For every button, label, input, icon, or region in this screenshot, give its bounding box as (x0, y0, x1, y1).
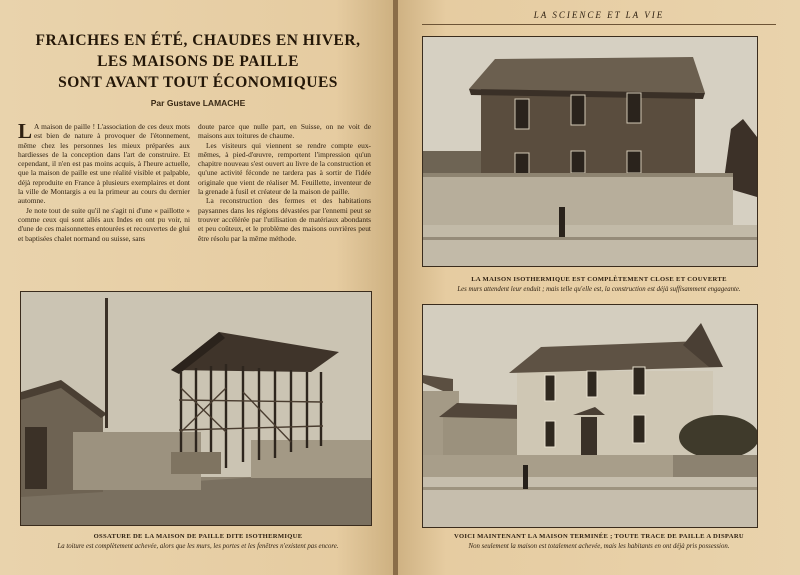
bottom-figure-caption-text: Non seulement la maison est totalement achevée, mais les habitants en ont déjà pris possession. (468, 543, 730, 550)
paragraph: L A maison de paille ! L'association de ces deux mots est bien de nature à provoquer de l'étonnement, même chez les personnes les mieux préparées aux hardiesses de la conception dans l'art de construire. Et cependant, il n'en est pas moins acquis, à l'heure actuelle, que la maison de paille est une réalité visible et palpable, déjà reproduite en France à plusieurs exemplaires et dont la ville de Montargis a eu la primeur au cours du dernier automne. (18, 119, 190, 206)
figure-caption-heading: OSSATURE DE LA MAISON DE PAILLE DITE ISOTHERMIQUE (93, 533, 303, 540)
top-figure-caption-text: Les murs attendent leur enduit ; mais telle qu'elle est, la construction est déjà suffisamment engageante. (457, 286, 741, 293)
top-figure-caption-heading: LA MAISON ISOTHERMIQUE EST COMPLÈTEMENT CLOSE ET COUVERTE (471, 276, 727, 283)
article-title (12, 30, 384, 93)
paragraph: Je note tout de suite qu'il ne s'agit ni d'une « paillotte » comme ceux qui sont allés aux Indes en ont pu voir, ni d'une de ces maisonnettes entourées et recouvertes de glui et baptisées chalet normand ou suisse, sans (18, 205, 190, 243)
title-line-2: LES MAISONS DE PAILLE (97, 53, 299, 70)
photo-house-closed (422, 36, 758, 267)
drop-cap: L (18, 119, 33, 143)
text-column-2 (198, 122, 371, 243)
paragraph: La reconstruction des fermes et des habitations paysannes dans les régions dévastées par l'ennemi peut se trouver accélérée par l'utilisation de matériaux abondants et peu coûteux, et le problème des maisons ouvrières peut être résolu par la même méthode. (198, 196, 371, 243)
bottom-figure-caption-heading: VOICI MAINTENANT LA MAISON TERMINÉE ; TOUTE TRACE DE PAILLE A DISPARU (454, 533, 744, 540)
byline: Par Gustave LAMACHE (150, 98, 246, 108)
figure-caption-text: La toiture est complètement achevée, alors que les murs, les portes et les fenêtres n'existent pas encore. (57, 543, 339, 550)
title-line-1: FRAICHES EN ÉTÉ, CHAUDES EN HIVER, (35, 32, 361, 49)
photo-house-frame (20, 291, 372, 526)
running-head-rule (422, 24, 776, 25)
title-line-3: SONT AVANT TOUT ÉCONOMIQUES (58, 74, 338, 91)
left-page (0, 0, 395, 575)
right-page (398, 0, 800, 575)
text-column-1 (18, 119, 190, 243)
paragraph: Les visiteurs qui viennent se rendre compte eux-mêmes, à pied-d'œuvre, remportent l'impression qu'un chapitre nouveau s'est ouvert au livre de la construction et qu'une activité féconde ne tardera pas à sortir de l'idée originale que vient de réaliser M. Feuillette, inventeur de la grenade à fusil et créateur de la maison de paille. (198, 140, 371, 197)
running-head: LA SCIENCE ET LA VIE (533, 10, 665, 20)
paragraph: doute parce que nulle part, en Suisse, on ne voit de maisons aux toitures de chaume. (198, 122, 371, 141)
photo-house-finished (422, 304, 758, 528)
